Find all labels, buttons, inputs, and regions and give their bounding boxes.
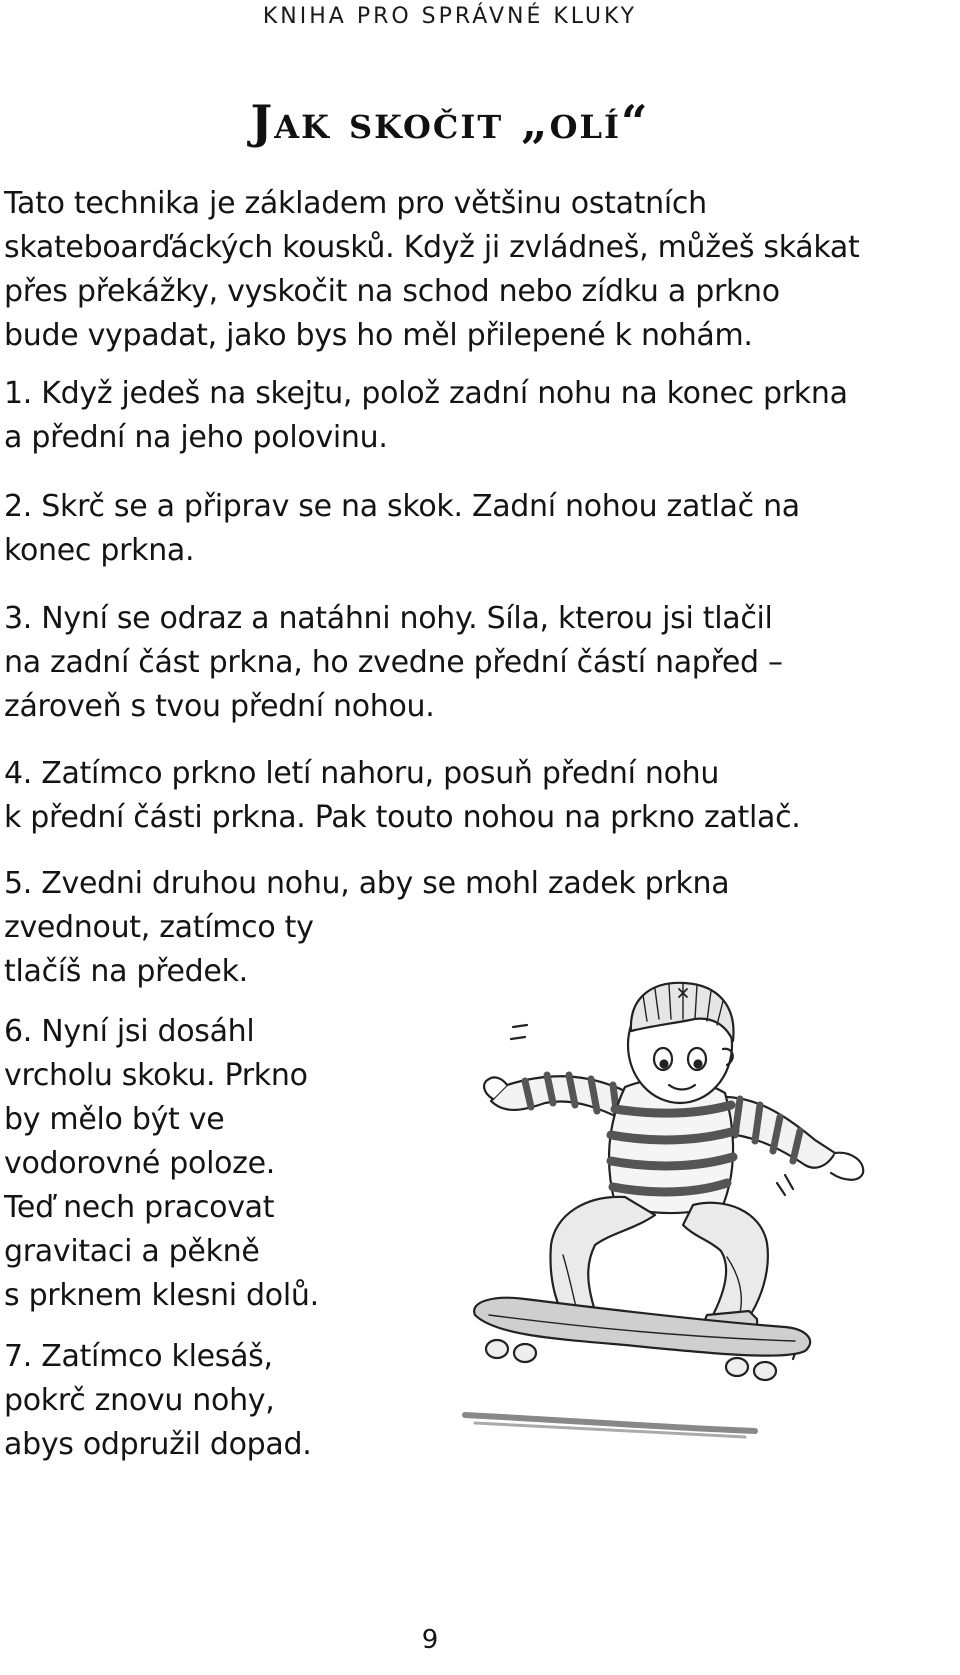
text-line: 6. Nyní jsi dosáhl <box>4 1014 255 1049</box>
text-line: 3. Nyní se odraz a natáhni nohy. Síla, kterou jsi tlačil <box>4 601 773 636</box>
text-line: abys odpružil dopad. <box>4 1427 312 1462</box>
text-line: 1. Když jedeš na skejtu, polož zadní nohu na konec prkna <box>4 376 848 411</box>
text-line: skateboarďáckých kousků. Když ji zvládneš, můžeš skákat <box>4 230 860 265</box>
text-line: Teď nech pracovat <box>4 1190 275 1225</box>
text-line: gravitaci a pěkně <box>4 1234 260 1269</box>
text-line: zvednout, zatímco ty <box>4 910 314 945</box>
text-line: 7. Zatímco klesáš, <box>4 1339 273 1374</box>
text-line: na zadní část prkna, ho zvedne přední částí napřed – <box>4 645 783 680</box>
text-line: bude vypadat, jako bys ho měl přilepené k nohám. <box>4 318 753 353</box>
step-6 <box>4 1010 319 1318</box>
text-line: a přední na jeho polovinu. <box>4 420 388 455</box>
step-3 <box>4 597 783 729</box>
text-line: Tato technika je základem pro většinu ostatních <box>4 186 707 221</box>
text-line: s prknem klesni dolů. <box>4 1278 319 1313</box>
step-1 <box>4 372 848 460</box>
running-head: KNIHA PRO SPRÁVNÉ KLUKY <box>262 4 638 29</box>
text-line: pokrč znovu nohy, <box>4 1383 275 1418</box>
text-line: zároveň s tvou přední nohou. <box>4 689 435 724</box>
text-line: by mělo být ve <box>4 1102 225 1137</box>
text-line: přes překážky, vyskočit na schod nebo zídku a prkno <box>4 274 780 309</box>
boy-skateboarding-illustration <box>455 975 875 1455</box>
page-title: Jak skočit „olí“ <box>250 95 650 149</box>
step-4 <box>4 752 801 840</box>
text-line: konec prkna. <box>4 533 195 568</box>
text-line: k přední části prkna. Pak touto nohou na prkno zatlač. <box>4 800 801 835</box>
text-line: vodorovné poloze. <box>4 1146 276 1181</box>
text-line: tlačíš na předek. <box>4 954 248 989</box>
page-number: 9 <box>421 1625 439 1655</box>
text-line: 4. Zatímco prkno letí nahoru, posuň přední nohu <box>4 756 720 791</box>
step-2 <box>4 485 800 573</box>
text-line: 2. Skrč se a připrav se na skok. Zadní nohou zatlač na <box>4 489 800 524</box>
step-7 <box>4 1335 312 1467</box>
text-line: vrcholu skoku. Prkno <box>4 1058 308 1093</box>
text-line: 5. Zvedni druhou nohu, aby se mohl zadek prkna <box>4 866 730 901</box>
intro-paragraph <box>4 182 859 358</box>
